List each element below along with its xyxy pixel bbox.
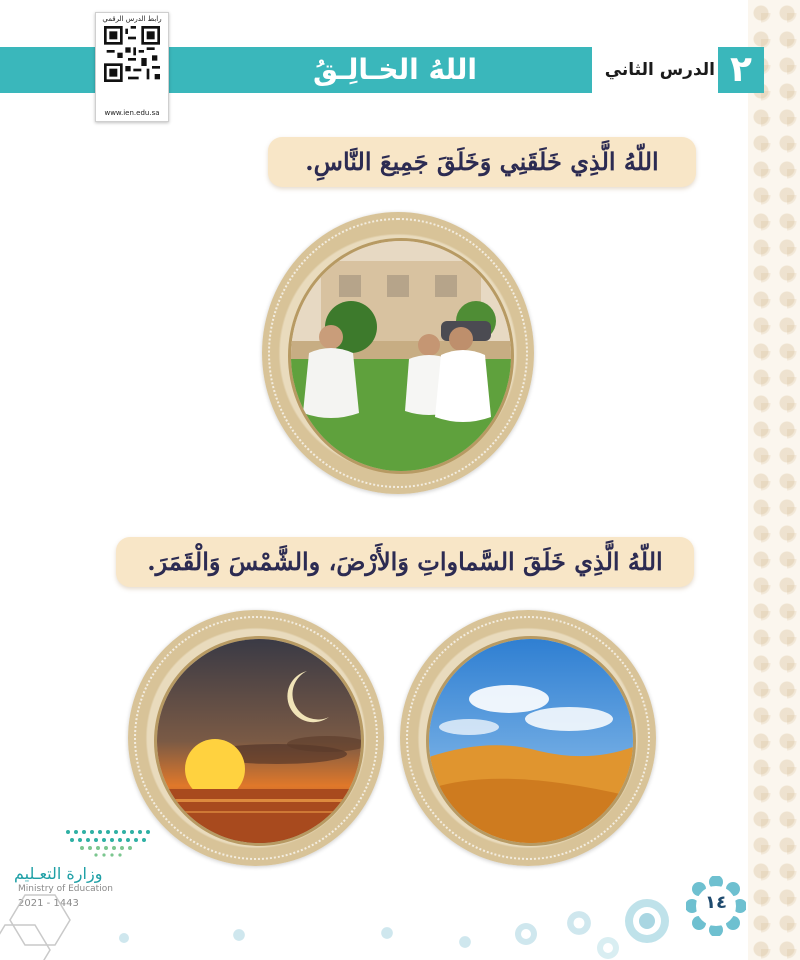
flower-ornament-icon	[566, 910, 592, 936]
page-number: ١٤	[705, 892, 727, 913]
sentence-2: اللّهُ الَّذِي خَلَقَ السَّماواتِ وَالأَرْضَ، والشَّمْسَ وَالْقَمَرَ.	[116, 537, 694, 587]
flower-ornament-icon	[596, 936, 620, 960]
sentence-1: اللّهُ الَّذِي خَلَقَنِي وَخَلَقَ جَمِيعَ النَّاسِ.	[268, 137, 696, 187]
decorative-pattern-strip	[748, 0, 800, 960]
edition-year: 2021 - 1443	[18, 898, 79, 909]
boys-photo	[288, 238, 514, 474]
small-flower-icon	[380, 926, 394, 940]
geometric-ornament-icon	[0, 880, 80, 960]
lesson-number: ٢	[730, 49, 752, 90]
flower-ornament-icon	[514, 922, 538, 946]
lesson-label: الدرس الثاني	[604, 60, 715, 80]
small-flower-icon	[458, 935, 472, 949]
qr-code-icon[interactable]	[104, 26, 160, 82]
desert-photo	[426, 636, 636, 846]
ministry-name-english: Ministry of Education	[18, 884, 113, 894]
flower-ornament-icon	[624, 898, 670, 944]
small-flower-icon	[232, 928, 246, 942]
ministry-logo-icon	[62, 826, 158, 858]
sunset-moon-photo	[154, 636, 364, 846]
lesson-title: اللهُ الخـالِـقُ	[313, 53, 477, 86]
qr-card[interactable]	[95, 12, 169, 122]
ministry-name-arabic: وزارة التعـليم	[14, 864, 103, 883]
qr-label: رابط الدرس الرقمي	[102, 15, 162, 23]
qr-url[interactable]: www.ien.edu.sa	[104, 109, 160, 117]
small-flower-icon	[118, 932, 130, 944]
